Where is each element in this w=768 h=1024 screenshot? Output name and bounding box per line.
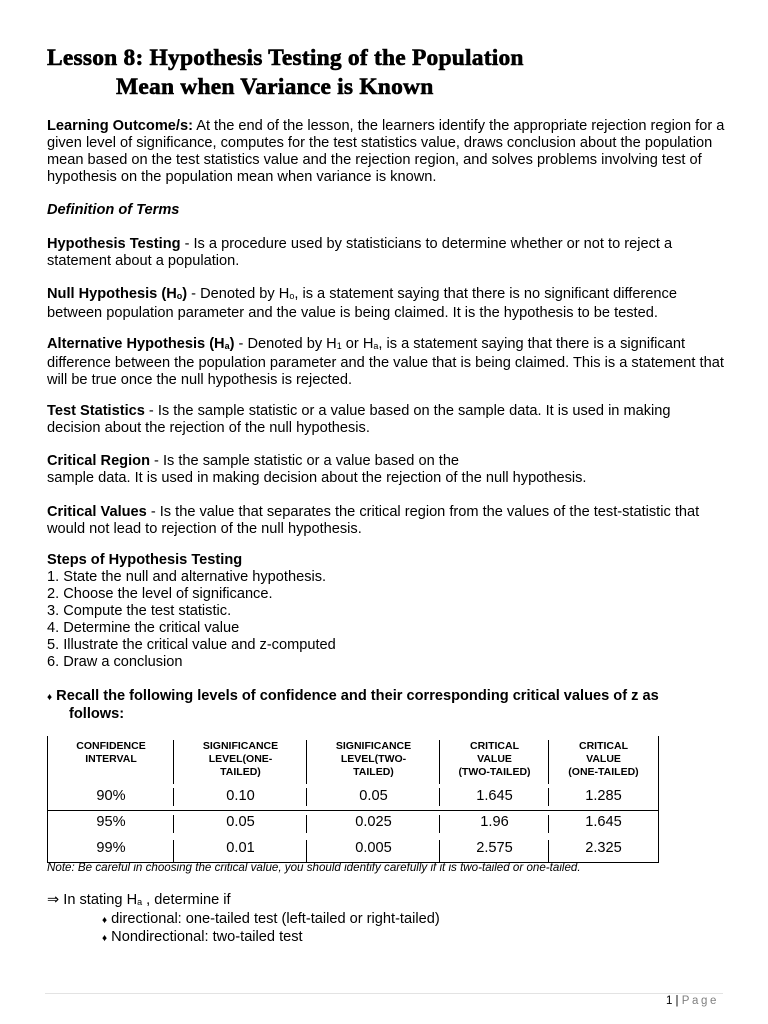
definition-text-line-2: sample data. It is used in making decision about the rejection of the null hypothesis. bbox=[47, 470, 587, 486]
table-row bbox=[48, 840, 658, 857]
critical-values-table bbox=[47, 736, 659, 863]
column-divider bbox=[173, 815, 174, 833]
footer-divider bbox=[45, 993, 723, 994]
ha-intro-text: In stating H bbox=[59, 892, 138, 908]
column-divider bbox=[173, 740, 174, 784]
title-line-1: Lesson 8: Hypothesis Testing of the Population bbox=[47, 45, 524, 71]
column-divider bbox=[173, 788, 174, 806]
cell-sig-one: 0.05 bbox=[226, 814, 255, 830]
definition-critical-region bbox=[47, 453, 727, 487]
term-text-end: ) bbox=[229, 336, 235, 352]
cell-confidence: 95% bbox=[96, 814, 126, 830]
definition-text: - Is the sample statistic or a value based on the sample data. It is used in making decision about the rejection of the null hypothesis. bbox=[47, 403, 671, 436]
table-header-row bbox=[48, 736, 658, 779]
definition-text-rest: , is a statement saying that there is no significant difference between population parameter and the value is being claimed. It is the hypothesis to be tested. bbox=[47, 286, 677, 321]
column-divider bbox=[306, 788, 307, 806]
term bbox=[47, 286, 187, 302]
definition-text: - Denoted by H bbox=[234, 336, 337, 352]
diamond-bullet-icon: ♦ bbox=[47, 692, 53, 703]
column-divider bbox=[439, 815, 440, 833]
page-label: Page bbox=[681, 995, 719, 1007]
definition-text: - Denoted by H bbox=[187, 286, 290, 302]
recall-line-1: Recall the following levels of confidence and their corresponding critical values of z as bbox=[52, 688, 659, 704]
column-divider bbox=[548, 788, 549, 806]
cell-sig-one: 0.01 bbox=[226, 840, 255, 856]
cell-crit-two: 1.645 bbox=[476, 788, 513, 804]
header-critical-one-tailed: CRITICAL VALUE (ONE-TAILED) bbox=[568, 740, 639, 778]
table-row bbox=[48, 814, 658, 831]
recall-instruction bbox=[47, 688, 727, 723]
header-significance-one-tailed: SIGNIFICANCE LEVEL(ONE- TAILED) bbox=[202, 740, 279, 778]
column-divider bbox=[548, 740, 549, 784]
term-subscript: o bbox=[176, 291, 183, 301]
steps-heading: Steps of Hypothesis Testing bbox=[47, 552, 243, 568]
cell-confidence: 90% bbox=[96, 788, 126, 804]
cell-crit-two: 2.575 bbox=[476, 840, 513, 856]
definition-test-statistics bbox=[47, 403, 727, 437]
lesson-title bbox=[47, 44, 524, 102]
header-critical-two-tailed: CRITICAL VALUE (TWO-TAILED) bbox=[458, 740, 531, 778]
implies-arrow-icon: ⇒ bbox=[47, 892, 60, 908]
column-divider bbox=[306, 815, 307, 833]
definition-critical-values bbox=[47, 504, 727, 538]
term: Critical Region bbox=[47, 453, 150, 469]
step-item: 6. Draw a conclusion bbox=[47, 654, 183, 670]
recall-line-2: follows: bbox=[69, 706, 125, 722]
learning-outcome bbox=[47, 118, 727, 186]
cell-sig-one: 0.10 bbox=[226, 788, 255, 804]
learning-outcome-label: Learning Outcome/s: bbox=[47, 118, 193, 134]
column-divider bbox=[548, 815, 549, 833]
column-divider bbox=[306, 840, 307, 862]
term-text-end: ) bbox=[182, 286, 188, 302]
list-item bbox=[47, 911, 440, 929]
term bbox=[47, 336, 235, 352]
column-divider bbox=[439, 840, 440, 862]
column-divider bbox=[548, 840, 549, 862]
cell-crit-one: 1.645 bbox=[585, 814, 622, 830]
cell-sig-two: 0.025 bbox=[355, 814, 392, 830]
ha-determination bbox=[47, 892, 440, 947]
column-divider bbox=[439, 788, 440, 806]
cell-crit-one: 2.325 bbox=[585, 840, 622, 856]
term: Hypothesis Testing bbox=[47, 236, 181, 252]
step-item: 1. State the null and alternative hypothesis. bbox=[47, 569, 327, 585]
column-divider bbox=[439, 740, 440, 784]
definition-alternative-hypothesis bbox=[47, 336, 727, 389]
diamond-bullet-icon: ♦ bbox=[102, 933, 108, 944]
title-line-2: Mean when Variance is Known bbox=[116, 74, 434, 100]
step-item: 5. Illustrate the critical value and z-computed bbox=[47, 637, 336, 653]
term-text: Alternative Hypothesis (H bbox=[47, 336, 225, 352]
definition-text: - Is a procedure used by statisticians to determine whether or not to reject a statement about a population. bbox=[47, 236, 673, 269]
term: Test Statistics bbox=[47, 403, 145, 419]
diamond-bullet-icon: ♦ bbox=[102, 915, 108, 926]
table-note: Note: Be careful in choosing the critical value, you should identify carefully if it is two-tailed or one-tailed. bbox=[47, 861, 581, 874]
page-separator: | bbox=[672, 995, 682, 1007]
cell-sig-two: 0.05 bbox=[359, 788, 388, 804]
header-significance-two-tailed: SIGNIFICANCE LEVEL(TWO- TAILED) bbox=[335, 740, 412, 778]
definition-null-hypothesis bbox=[47, 286, 727, 322]
column-divider bbox=[173, 840, 174, 862]
definition-text-mid: or H bbox=[341, 336, 374, 352]
list-item-text: directional: one-tailed test (left-tailed or right-tailed) bbox=[107, 911, 440, 927]
ha-intro-text-end: , determine if bbox=[142, 892, 231, 908]
definition-heading: Definition of Terms bbox=[47, 202, 180, 218]
column-divider bbox=[306, 740, 307, 784]
list-item-text: Nondirectional: two-tailed test bbox=[107, 929, 303, 945]
subscript: a bbox=[137, 897, 143, 907]
cell-crit-one: 1.285 bbox=[585, 788, 622, 804]
subscript: 1 bbox=[336, 341, 342, 351]
step-item: 4. Determine the critical value bbox=[47, 620, 240, 636]
steps-section bbox=[47, 552, 727, 671]
definition-text: - Is the value that separates the critical region from the values of the test-statistic that would not lead to rejection of the null hypothesis. bbox=[47, 504, 700, 537]
subscript: a bbox=[373, 341, 379, 351]
list-item bbox=[47, 929, 440, 947]
page-number: 1 bbox=[665, 995, 673, 1007]
definition-text-rest: , is a statement saying that there is a significant difference between the population parameter and the value that is being claimed. This is a statement that will be true once the null hypothesis is rejected. bbox=[47, 336, 724, 388]
header-confidence-interval: CONFIDENCE INTERVAL bbox=[76, 740, 146, 765]
learning-outcome-text: At the end of the lesson, the learners identify the appropriate rejection region for a given level of significance, computes for the test statistics value, draws conclusion about the population mean based on the test statistics value and the rejection region, and solves problems involving test of hypothesis on the population mean when variance is known. bbox=[47, 118, 725, 185]
term-subscript: a bbox=[224, 341, 230, 351]
table-row bbox=[48, 788, 658, 805]
row-divider bbox=[48, 810, 658, 811]
term: Critical Values bbox=[47, 504, 147, 520]
definition-hypothesis-testing bbox=[47, 236, 727, 270]
subscript: o bbox=[289, 291, 295, 301]
cell-sig-two: 0.005 bbox=[355, 840, 392, 856]
step-item: 2. Choose the level of significance. bbox=[47, 586, 273, 602]
ha-intro bbox=[47, 892, 440, 911]
definition-text-line-1: - Is the sample statistic or a value based on the bbox=[149, 453, 460, 469]
term-text: Null Hypothesis (H bbox=[47, 286, 177, 302]
cell-confidence: 99% bbox=[96, 840, 126, 856]
page-footer bbox=[666, 995, 719, 1007]
cell-crit-two: 1.96 bbox=[480, 814, 509, 830]
step-item: 3. Compute the test statistic. bbox=[47, 603, 232, 619]
